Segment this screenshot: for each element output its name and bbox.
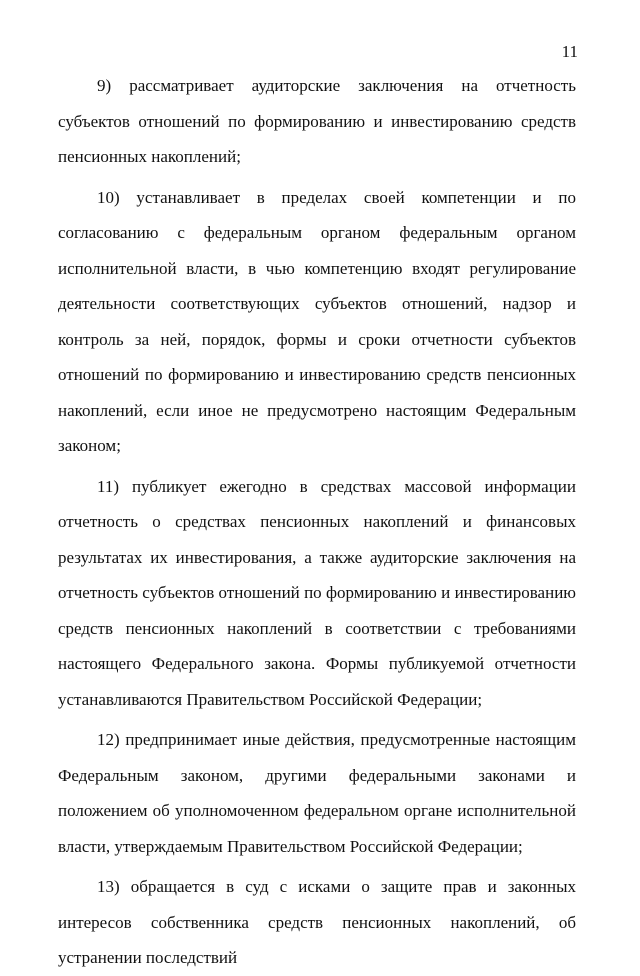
- item-text: предпринимает иные действия, предусмотренные настоящим Федеральным законом, другими федеральными законами и положением об уполномоченном федеральном органе исполнительной власти, утверждаемым Правительством Российской Федерации;: [58, 730, 576, 856]
- item-text: рассматривает аудиторские заключения на отчетность субъектов отношений по формированию и инвестированию средств пенсионных накоплений;: [58, 76, 576, 166]
- item-label: 13): [97, 877, 120, 896]
- list-item-12: [58, 722, 576, 864]
- list-item-9: [58, 68, 576, 175]
- item-label: 11): [97, 476, 120, 496]
- page-number: 11: [561, 42, 578, 61]
- item-label: 9): [97, 76, 112, 95]
- item-text: устанавливает в пределах своей компетенции и по согласованию с федеральным органом федеральным органом исполнительной власти, в чью компетенцию входят регулирование деятельности соответствующих субъектов отношений, надзор и контроль за ней, порядок, формы и сроки отчетности субъектов отношений по формированию и инвестированию средств пенсионных накоплений, если иное не предусмотрено настоящим Федеральным законом;: [58, 187, 576, 455]
- document-body: [58, 68, 576, 976]
- item-text: обращается в суд с исками о защите прав и законных интересов собственника средств пенсионных накоплений, об устранении последствий: [58, 877, 576, 967]
- list-item-13: [58, 869, 576, 976]
- item-label: 10): [97, 187, 120, 207]
- list-item-11: [58, 469, 576, 718]
- list-item-10: [58, 180, 576, 464]
- item-label: 12): [97, 730, 120, 749]
- item-text: публикует ежегодно в средствах массовой информации отчетность о средствах пенсионных накоплений и финансовых результатах их инвестирования, а также аудиторские заключения на отчетность субъектов отношений по формированию и инвестированию средств пенсионных накоплений в соответствии с требованиями настоящего Федерального закона. Формы публикуемой отчетности устанавливаются Правительством Российской Федерации;: [58, 476, 576, 709]
